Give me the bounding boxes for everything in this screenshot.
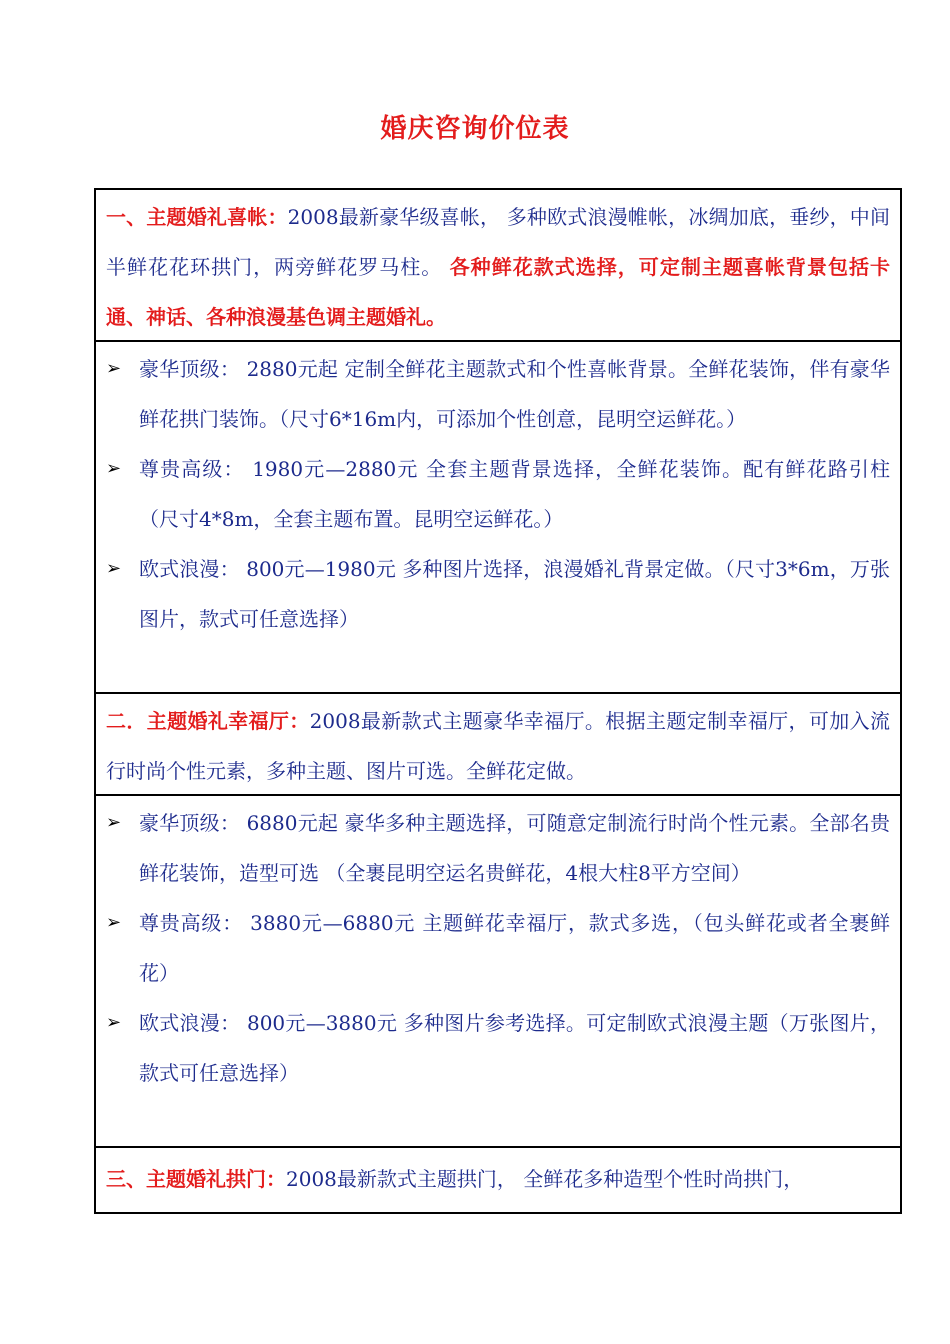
section-3-intro [96,1148,900,1212]
section-1-intro [96,190,900,342]
section-1-items [96,342,900,694]
item-text: 欧式浪漫： 800元—3880元 多种图片参考选择。可定制欧式浪漫主题（万张图片，款式可任意选择） [139,1011,890,1085]
list-item [106,344,890,444]
list-item [106,444,890,544]
section-3-text: 2008最新款式主题拱门， 全鲜花多种造型个性时尚拱门， [286,1167,804,1191]
item-text: 豪华顶级： 6880元起 豪华多种主题选择，可随意定制流行时尚个性元素。全部名贵鲜花装饰，造型可选 （全裹昆明空运名贵鲜花，4根大柱8平方空间） [139,811,890,885]
document-title: 婚庆咨询价位表 [380,114,570,144]
item-text: 豪华顶级： 2880元起 定制全鲜花主题款式和个性喜帐背景。全鲜花装饰，伴有豪华鲜花拱门装饰。（尺寸6*16m内，可添加个性创意，昆明空运鲜花。） [139,357,890,431]
section-1-text: 2008最新豪华级喜帐， 多种欧式浪漫帷帐，冰绸加底，垂纱，中间半鲜花花环拱门，两旁鲜花罗马柱。 [106,205,890,279]
arrow-bullet-icon: ➢ [106,558,122,579]
list-item [106,798,890,898]
section-1-heading: 一、主题婚礼喜帐： [106,205,288,229]
item-text: 欧式浪漫： 800元—1980元 多种图片选择，浪漫婚礼背景定做。（尺寸3*6m，万张图片，款式可任意选择） [139,557,890,631]
arrow-bullet-icon: ➢ [106,812,122,833]
arrow-bullet-icon: ➢ [106,358,122,379]
arrow-bullet-icon: ➢ [106,912,122,933]
section-2-intro [96,694,900,796]
list-item [106,544,890,644]
item-text: 尊贵高级： 1980元—2880元 全套主题背景选择，全鲜花装饰。配有鲜花路引柱（尺寸4*8m，全套主题布置。昆明空运鲜花。） [139,457,890,531]
section-2-items [96,796,900,1148]
section-3-heading: 三、主题婚礼拱门： [106,1167,286,1191]
section-2-heading: 二．主题婚礼幸福厅： [106,709,310,733]
item-text: 尊贵高级： 3880元—6880元 主题鲜花幸福厅，款式多选，（包头鲜花或者全裹鲜花） [139,911,890,985]
section-1-highlight: 各种鲜花款式选择，可定制主题喜帐背景包括卡通、神话、各种浪漫基色调主题婚礼。 [106,255,891,329]
section-2-text: 2008最新款式主题豪华幸福厅。根据主题定制幸福厅，可加入流行时尚个性元素，多种主题、图片可选。全鲜花定做。 [106,709,890,783]
arrow-bullet-icon: ➢ [106,1012,122,1033]
price-table [94,188,902,1214]
list-item [106,898,890,998]
list-item [106,998,890,1098]
arrow-bullet-icon: ➢ [106,458,122,479]
